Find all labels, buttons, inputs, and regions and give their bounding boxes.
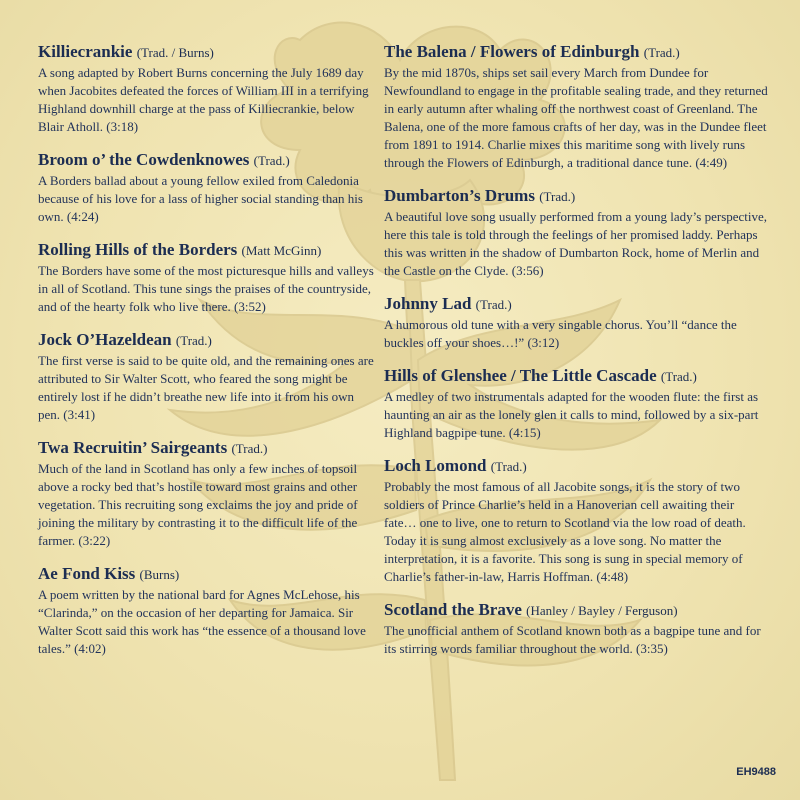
track-title: Scotland the Brave	[384, 600, 522, 619]
track-entry	[384, 366, 768, 442]
track-entry	[38, 330, 374, 424]
track-entry	[384, 600, 768, 658]
track-credit: (Hanley / Bayley / Ferguson)	[526, 603, 678, 618]
track-title-line	[384, 294, 768, 315]
track-title-line	[38, 240, 374, 261]
track-entry	[384, 456, 768, 586]
track-title: Dumbarton’s Drums	[384, 186, 535, 205]
track-credit: (Matt McGinn)	[241, 243, 322, 258]
track-title-line	[384, 600, 768, 621]
track-entry	[384, 186, 768, 280]
track-description: A song adapted by Robert Burns concerning the July 1689 day when Jacobites defeated the forces of William III in a terrifying Highland downhill charge at the pass of Killiecrankie, below Blair Atholl. (3:18)	[38, 65, 369, 134]
track-credit: (Trad.)	[253, 153, 290, 168]
left-column	[38, 42, 374, 658]
track-description: A beautiful love song usually performed from a young lady’s perspective, here this tale is told through the feelings of her promised laddy. Perhaps this was written in the shadow of Dumbarton Rock, home of Merlin and the Castle on the Clyde. (3:56)	[384, 209, 768, 278]
track-title-line	[384, 456, 768, 477]
track-description: A medley of two instrumentals adapted for the wooden flute: the first as haunting an air as the lonely glen it calls to mind, followed by a six-part Highland bagpipe tune. (4:15)	[384, 389, 759, 440]
track-credit: (Burns)	[139, 567, 180, 582]
track-entry	[38, 42, 374, 136]
track-description: The unofficial anthem of Scotland known both as a bagpipe tune and for its stirring words familiar throughout the world. (3:35)	[384, 623, 761, 656]
track-title: Jock O’Hazeldean	[38, 330, 172, 349]
track-title: Killiecrankie	[38, 42, 133, 61]
track-entry	[38, 150, 374, 226]
track-title-line	[384, 366, 768, 387]
track-title-line	[38, 330, 374, 351]
track-description: Much of the land in Scotland has only a few inches of topsoil above a rocky bed that’s hostile toward most grains and other vegetation. This recruiting song exclaims the joy and pride of joining the military by contrasting it to the difficult life of the farmer. (3:22)	[38, 461, 358, 548]
track-entry	[38, 438, 374, 550]
track-title: Ae Fond Kiss	[38, 564, 136, 583]
track-credit: (Trad.)	[475, 297, 512, 312]
track-title-line	[38, 42, 374, 63]
track-credit: (Trad.)	[490, 459, 527, 474]
right-column	[384, 42, 768, 658]
track-title: Hills of Glenshee / The Little Cascade	[384, 366, 657, 385]
track-credit: (Trad.)	[660, 369, 697, 384]
track-description: By the mid 1870s, ships set sail every March from Dundee for Newfoundland to engage in the profitable sealing trade, and they returned in early autumn after whaling off the northwest coast of Greenland. The Balena, one of the more famous crafts of her day, was in the Dundee fleet from 1891 to 1914. Charlie mixes this maritime song with lively runs through the Flowers of Edinburgh, a traditional dance tune. (4:49)	[384, 65, 768, 170]
track-description: The Borders have some of the most picturesque hills and valleys in all of Scotland. This tune sings the praises of the countryside, and of the hearty folk who live there. (3:52)	[38, 263, 374, 314]
track-title: Johnny Lad	[384, 294, 472, 313]
track-title: Loch Lomond	[384, 456, 487, 475]
catalog-code: EH9488	[736, 766, 776, 778]
track-entry	[384, 294, 768, 352]
track-credit: (Trad.)	[231, 441, 268, 456]
track-credit: (Trad.)	[643, 45, 680, 60]
track-title: Twa Recruitin’ Sairgeants	[38, 438, 228, 457]
track-description: The first verse is said to be quite old, and the remaining ones are attributed to Sir Walter Scott, who feared the song might be entirely lost if he didn’t breathe new life into it from his own pen. (3:41)	[38, 353, 374, 422]
track-title-line	[38, 438, 374, 459]
track-title: The Balena / Flowers of Edinburgh	[384, 42, 640, 61]
track-entry	[384, 42, 768, 172]
track-description: A poem written by the national bard for Agnes McLehose, his “Clarinda,” on the occasion of her departing for Jamaica. Sir Walter Scott said this work has “the essence of a thousand love tales.” (4:02)	[38, 587, 366, 656]
track-description: A Borders ballad about a young fellow exiled from Caledonia because of his love for a lass of higher social standing than his own. (4:24)	[38, 173, 363, 224]
track-description: A humorous old tune with a very singable chorus. You’ll “dance the buckles off your shoes…!” (3:12)	[384, 317, 737, 350]
track-title-line	[384, 186, 768, 207]
track-entry	[38, 240, 374, 316]
track-description: Probably the most famous of all Jacobite songs, it is the story of two soldiers of Prince Charlie’s held in a Hanoverian cell awaiting their fate… one to live, one to return to Scotland via the low road of death. Today it is sung almost exclusively as a love song. No matter the interpretation, it is a favorite. This song is sung in special memory of Charlie’s father-in-law, Harris Hoffman. (4:48)	[384, 479, 746, 584]
track-title: Broom o’ the Cowdenknowes	[38, 150, 250, 169]
track-title: Rolling Hills of the Borders	[38, 240, 238, 259]
track-title-line	[38, 150, 374, 171]
track-credit: (Trad. / Burns)	[136, 45, 214, 60]
track-credit: (Trad.)	[175, 333, 212, 348]
track-credit: (Trad.)	[539, 189, 576, 204]
track-entry	[38, 564, 374, 658]
track-title-line	[384, 42, 768, 63]
track-title-line	[38, 564, 374, 585]
